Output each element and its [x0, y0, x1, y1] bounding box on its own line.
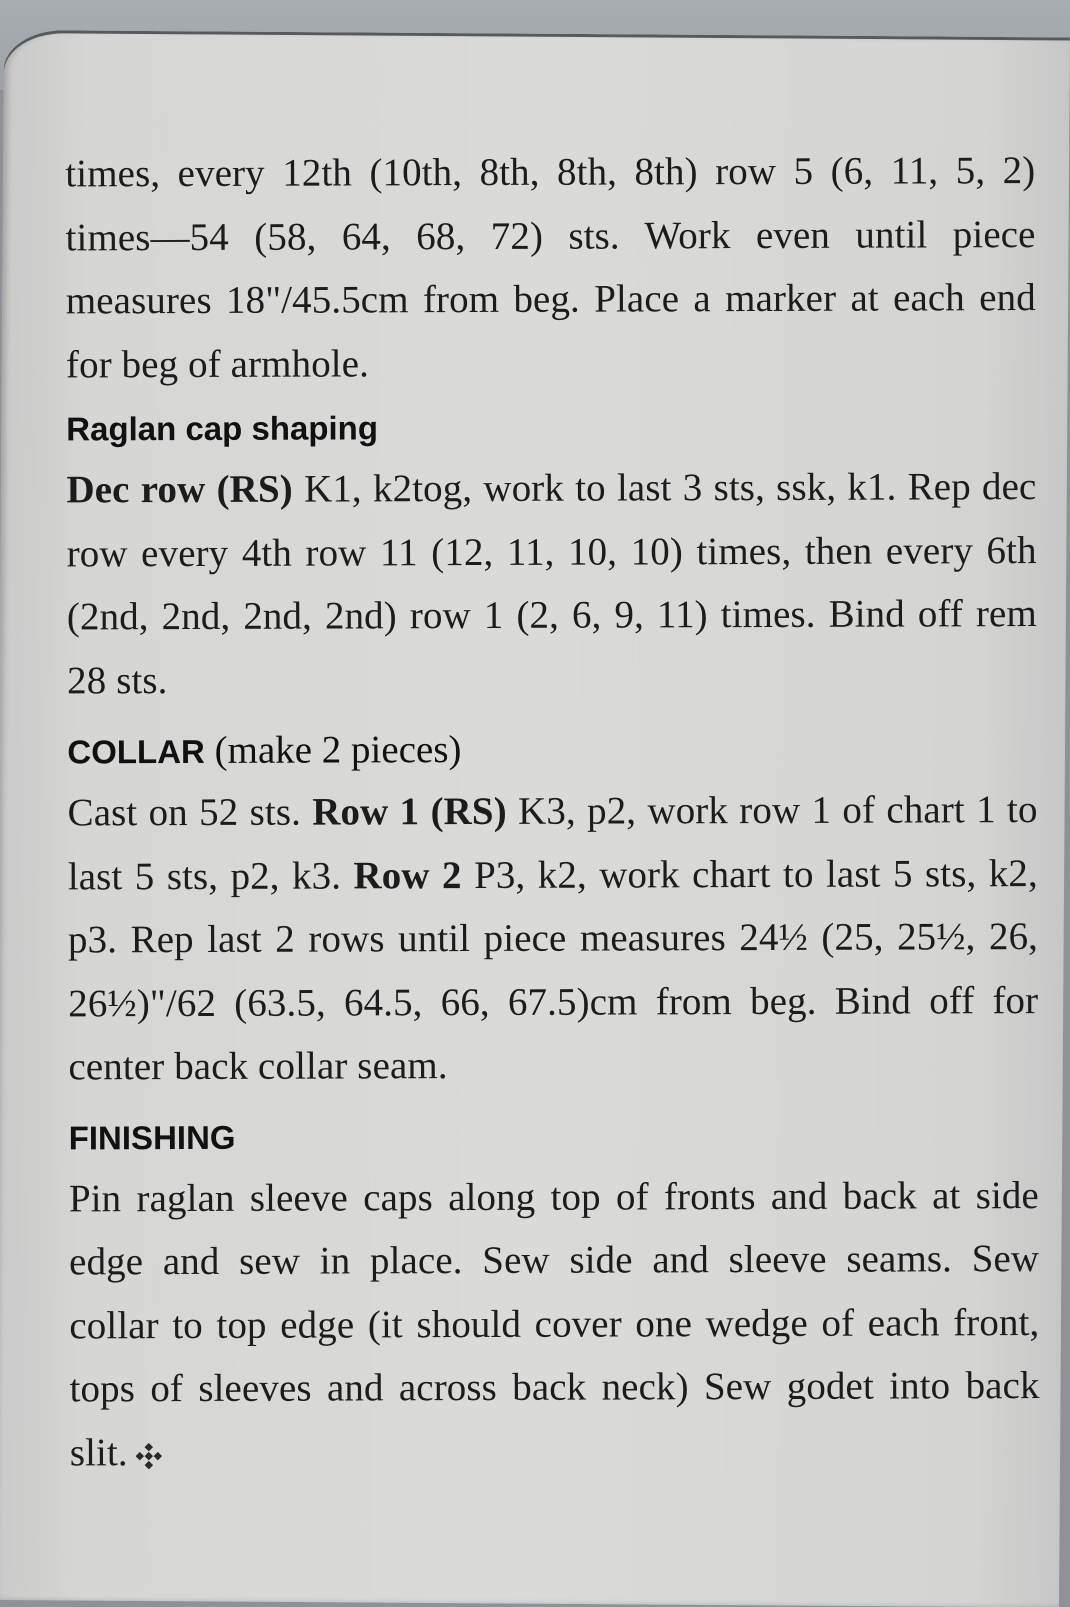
- book-page: [0, 30, 1070, 1607]
- row2-label: Row 2: [353, 853, 462, 897]
- collar-text-2: K3, p2, work row 1 of chart 1 to last 5 sts, p2, k3.: [67, 788, 1038, 898]
- collar-note: (make 2 pieces): [204, 728, 462, 772]
- end-ornament-icon: [136, 1443, 162, 1469]
- continuation-paragraph: times, every 12th (10th, 8th, 8th, 8th) row 5 (6, 11, 5, 2) times—54 (58, 64, 68, 72) sts. Work even until piece measures 18"/45.5cm from beg. Place a marker at each end for beg of armhole.: [65, 149, 1036, 386]
- raglan-paragraph: [66, 455, 1037, 712]
- finishing-paragraph: [69, 1164, 1040, 1485]
- row1-label: Row 1 (RS): [312, 789, 507, 834]
- collar-paragraph: [67, 778, 1038, 1099]
- dec-row-label: Dec row (RS): [66, 467, 293, 512]
- finishing-heading: FINISHING: [68, 1118, 236, 1156]
- collar-text-3: P3, k2, work chart to last 5 sts, k2, p3. Rep last 2 rows until piece measures 24½ (25, 25½, 26, 26½)"/62 (63.5, 64.5, 66, 67.5)cm from beg. Bind off for center back collar seam.: [67, 851, 1039, 1089]
- finishing-text: Pin raglan sleeve caps along top of fronts and back at side edge and sew in place. Sew side and sleeve seams. Sew collar to top edge (it should cover one wedge of each front, tops of sleeves and across back neck) Sew godet into back slit.: [68, 1173, 1040, 1474]
- collar-heading: COLLAR: [67, 732, 205, 771]
- raglan-text: K1, k2tog, work to last 3 sts, ssk, k1. Rep dec row every 4th row 11 (12, 11, 10, 10) times, then every 6th (2nd, 2nd, 2nd, 2nd) row 1 (2, 6, 9, 11) times. Bind off rem 28 sts.: [66, 465, 1037, 702]
- collar-heading-line: [67, 719, 1037, 781]
- page-text-column: [65, 139, 1040, 1484]
- collar-text-1: Cast on 52 sts.: [67, 790, 313, 835]
- raglan-heading: Raglan cap shaping: [66, 409, 379, 448]
